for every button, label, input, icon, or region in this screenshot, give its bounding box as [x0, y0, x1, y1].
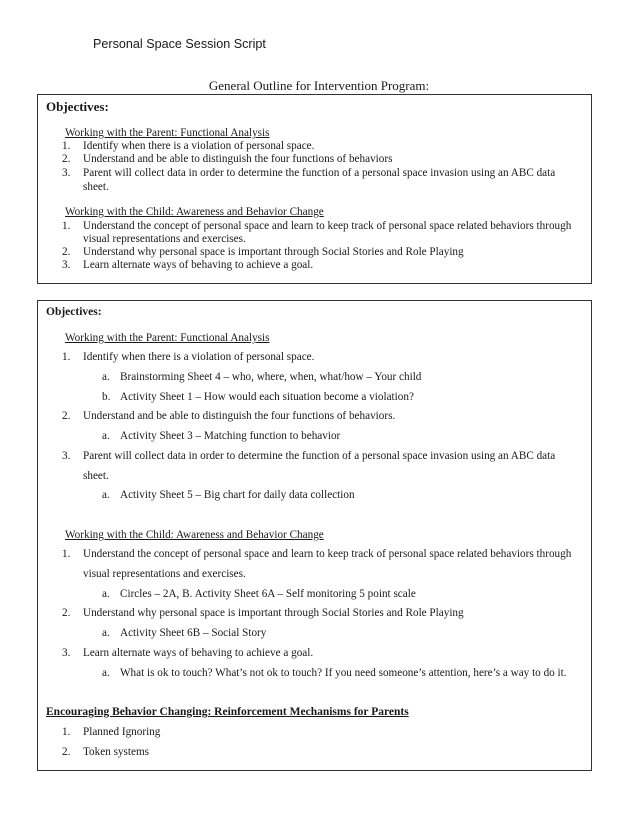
item-text: Understand why personal space is important through Social Stories and Role Playing — [83, 607, 464, 619]
objectives-label: Objectives: — [46, 306, 102, 318]
objectives-label: Objectives: — [46, 99, 109, 114]
sub-text: Brainstorming Sheet 4 – who, where, when, what/how – Your child — [120, 371, 422, 383]
item-number: 1. — [62, 351, 71, 363]
item-text: Parent will collect data in order to determine the function of a personal space invasion using an ABC data — [83, 450, 556, 462]
item-number: 2. — [62, 607, 71, 619]
reinforcement-heading: Encouraging Behavior Changing: Reinforcement Mechanisms for Parents — [46, 706, 409, 718]
parent-section-heading: Working with the Parent: Functional Analysis — [65, 127, 270, 139]
objectives-summary-box — [37, 94, 592, 284]
item-text: visual representations and exercises. — [83, 568, 246, 580]
sub-letter: b. — [102, 391, 111, 403]
item-number: 3. — [62, 259, 71, 271]
item-text: Understand the concept of personal space and learn to keep track of personal space related behaviors through — [83, 220, 572, 232]
parent-section-heading: Working with the Parent: Functional Analysis — [65, 332, 270, 344]
item-number: 2. — [62, 153, 71, 165]
sub-text: Activity Sheet 3 – Matching function to behavior — [120, 430, 341, 442]
sub-letter: a. — [102, 588, 110, 600]
item-number: 2. — [62, 410, 71, 422]
item-text: Learn alternate ways of behaving to achieve a goal. — [83, 647, 314, 659]
item-number: 3. — [62, 450, 71, 462]
item-text: Understand the concept of personal space and learn to keep track of personal space related behaviors through — [83, 548, 572, 560]
item-text: Token systems — [83, 746, 150, 758]
sub-letter: a. — [102, 667, 110, 679]
document-header: Personal Space Session Script — [93, 37, 266, 51]
item-text: Planned Ignoring — [83, 726, 161, 738]
sub-text: Activity Sheet 1 – How would each situation become a violation? — [120, 391, 414, 403]
item-text: Identify when there is a violation of personal space. — [83, 140, 315, 152]
item-text: visual representations and exercises. — [83, 233, 246, 245]
item-number: 1. — [62, 220, 71, 232]
objectives-detail-box — [37, 300, 592, 771]
child-section-heading: Working with the Child: Awareness and Behavior Change — [65, 529, 324, 541]
item-number: 2. — [62, 246, 71, 258]
item-text: Understand why personal space is important through Social Stories and Role Playing — [83, 246, 464, 258]
outline-title: General Outline for Intervention Program: — [208, 78, 430, 93]
sub-letter: a. — [102, 489, 110, 501]
sub-text: What is ok to touch? What’s not ok to touch? If you need someone’s attention, here’s a way to do it. — [120, 667, 567, 679]
item-number: 3. — [62, 647, 71, 659]
item-number: 2. — [62, 746, 71, 758]
sub-text: Circles – 2A, B. Activity Sheet 6A – Self monitoring 5 point scale — [120, 588, 416, 600]
item-number: 3. — [62, 167, 71, 179]
sub-letter: a. — [102, 430, 110, 442]
item-text: sheet. — [83, 470, 109, 482]
item-number: 1. — [62, 140, 71, 152]
sub-letter: a. — [102, 371, 110, 383]
item-number: 1. — [62, 726, 71, 738]
item-text: Identify when there is a violation of personal space. — [83, 351, 315, 363]
item-text: Learn alternate ways of behaving to achieve a goal. — [83, 259, 314, 271]
item-text: Understand and be able to distinguish the four functions of behaviors — [83, 153, 393, 165]
sub-text: Activity Sheet 6B – Social Story — [120, 627, 267, 639]
item-text: sheet. — [83, 181, 109, 193]
item-text: Understand and be able to distinguish the four functions of behaviors. — [83, 410, 396, 422]
child-section-heading: Working with the Child: Awareness and Behavior Change — [65, 206, 324, 218]
item-text: Parent will collect data in order to determine the function of a personal space invasion using an ABC data — [83, 167, 556, 179]
item-number: 1. — [62, 548, 71, 560]
sub-text: Activity Sheet 5 – Big chart for daily data collection — [120, 489, 355, 501]
sub-letter: a. — [102, 627, 110, 639]
